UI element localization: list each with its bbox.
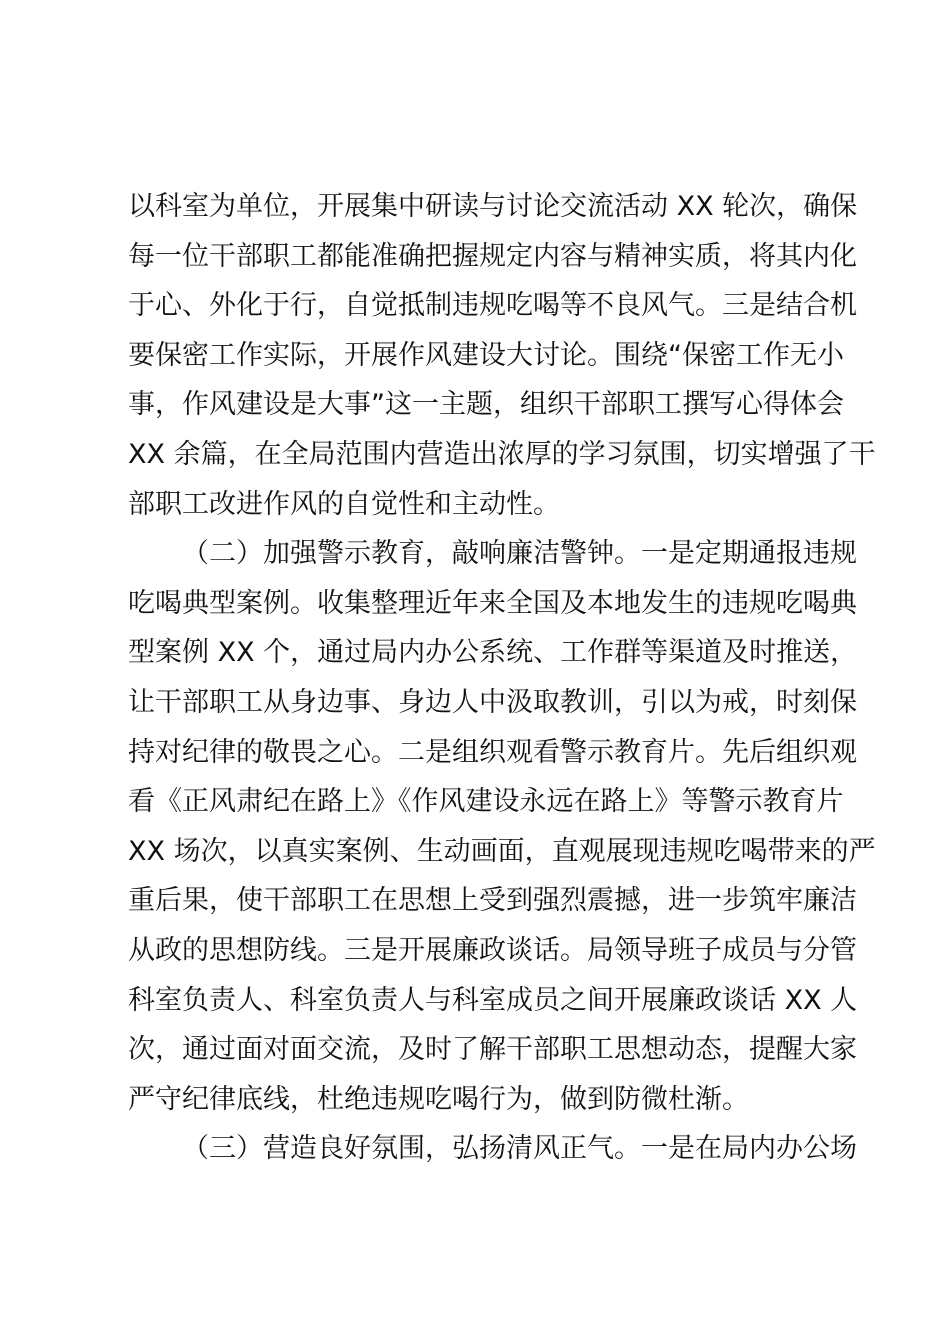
text-line: XX 余篇，在全局范围内营造出浓厚的学习氛围，切实增强了干 [128, 438, 876, 470]
text-line: 让干部职工从身边事、身边人中汲取教训，引以为戒，时刻保 [128, 686, 857, 718]
text-line: 科室负责人、科室负责人与科室成员之间开展廉政谈话 XX 人 [128, 984, 858, 1016]
text-line: 看《正风肃纪在路上》《作风建设永远在路上》等警示教育片 [128, 786, 844, 818]
paragraph-heading-3: （三）营造良好氛围，弘扬清风正气。一是在局内办公场 [182, 1133, 857, 1165]
text-line: 部职工改进作风的自觉性和主动性。 [128, 488, 560, 520]
text-line: 持对纪律的敬畏之心。二是组织观看警示教育片。先后组织观 [128, 736, 857, 768]
text-line: XX 场次，以真实案例、生动画面，直观展现违规吃喝带来的严 [128, 835, 876, 867]
text-line: 事，作风建设是大事”这一主题，组织干部职工撰写心得体会 [128, 389, 844, 421]
paragraph-heading-2: （二）加强警示教育，敲响廉洁警钟。一是定期通报违规 [182, 538, 857, 570]
text-line: 次，通过面对面交流，及时了解干部职工思想动态，提醒大家 [128, 1034, 857, 1066]
text-line: 每一位干部职工都能准确把握规定内容与精神实质，将其内化 [128, 240, 857, 272]
body-text [128, 182, 876, 1174]
text-line: 吃喝典型案例。收集整理近年来全国及本地发生的违规吃喝典 [128, 587, 857, 619]
text-line: 型案例 XX 个，通过局内办公系统、工作群等渠道及时推送， [128, 637, 858, 669]
text-line: 于心、外化于行，自觉抵制违规吃喝等不良风气。三是结合机 [128, 290, 857, 322]
text-line: 要保密工作实际，开展作风建设大讨论。围绕“保密工作无小 [128, 339, 844, 371]
text-line: 从政的思想防线。三是开展廉政谈话。局领导班子成员与分管 [128, 934, 857, 966]
text-line: 严守纪律底线，杜绝违规吃喝行为，做到防微杜渐。 [128, 1083, 749, 1115]
text-line: 以科室为单位，开展集中研读与讨论交流活动 XX 轮次，确保 [128, 191, 858, 222]
text-line: 重后果，使干部职工在思想上受到强烈震撼，进一步筑牢廉洁 [128, 885, 857, 917]
